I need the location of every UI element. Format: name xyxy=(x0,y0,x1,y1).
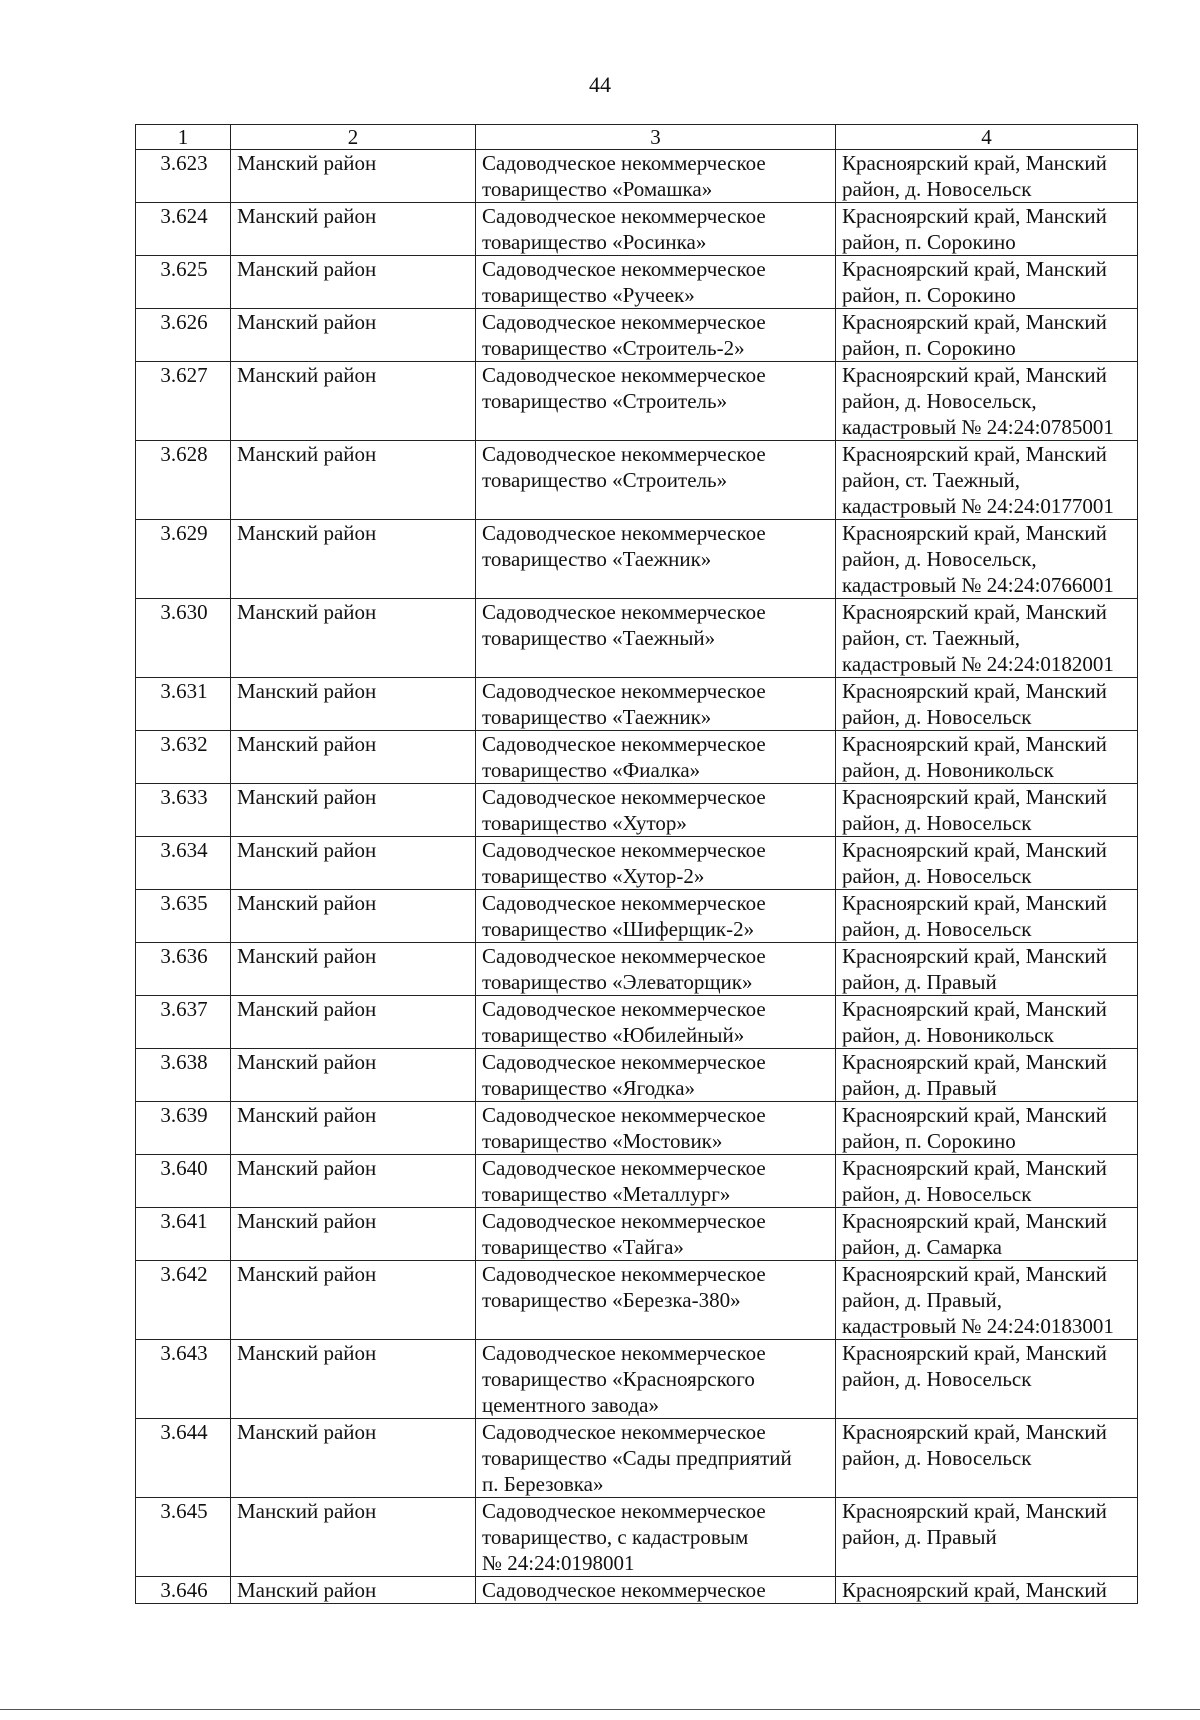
organization-name-cell xyxy=(476,1340,836,1419)
address-cell xyxy=(836,1208,1138,1261)
address-line: район, д. Новосельск xyxy=(842,917,1032,941)
table-row xyxy=(136,784,1138,837)
table-row xyxy=(136,1340,1138,1419)
organization-name-cell xyxy=(476,1155,836,1208)
organization-name-line: Садоводческое некоммерческое xyxy=(482,1578,766,1602)
address-line: Красноярский край, Манский xyxy=(842,944,1107,968)
organization-name-line: Садоводческое некоммерческое xyxy=(482,679,766,703)
row-number: 3.639 xyxy=(136,1102,231,1155)
district-cell: Манский район xyxy=(231,784,476,837)
organization-name-line: товарищество «Строитель» xyxy=(482,468,728,492)
address-line: район, д. Новосельск xyxy=(842,1367,1032,1391)
organization-name-line: товарищество, с кадастровым xyxy=(482,1525,749,1549)
address-line: район, д. Новосельск xyxy=(842,177,1032,201)
header-row xyxy=(136,125,1138,150)
organization-name-cell xyxy=(476,1102,836,1155)
address-line: район, п. Сорокино xyxy=(842,283,1016,307)
bottom-divider xyxy=(0,1709,1200,1710)
address-line: Красноярский край, Манский xyxy=(842,521,1107,545)
table-row xyxy=(136,256,1138,309)
organization-name-line: товарищество «Таежник» xyxy=(482,705,712,729)
row-number: 3.631 xyxy=(136,678,231,731)
organization-name-line: Садоводческое некоммерческое xyxy=(482,785,766,809)
table-body xyxy=(136,150,1138,1604)
organization-name-line: Садоводческое некоммерческое xyxy=(482,1341,766,1365)
row-number: 3.643 xyxy=(136,1340,231,1419)
column-header-3: 3 xyxy=(476,125,836,150)
address-cell xyxy=(836,203,1138,256)
organization-name-line: Садоводческое некоммерческое xyxy=(482,151,766,175)
table-row xyxy=(136,1498,1138,1577)
address-line: Красноярский край, Манский xyxy=(842,1420,1107,1444)
table-row xyxy=(136,441,1138,520)
table-row xyxy=(136,1208,1138,1261)
district-cell: Манский район xyxy=(231,996,476,1049)
address-cell xyxy=(836,1049,1138,1102)
address-line: Красноярский край, Манский xyxy=(842,1341,1107,1365)
organization-name-line: товарищество «Тайга» xyxy=(482,1235,684,1259)
address-line: Красноярский край, Манский xyxy=(842,1209,1107,1233)
address-cell xyxy=(836,520,1138,599)
organization-name-cell xyxy=(476,678,836,731)
organization-name-line: Садоводческое некоммерческое xyxy=(482,891,766,915)
district-cell: Манский район xyxy=(231,731,476,784)
table-row xyxy=(136,1049,1138,1102)
address-cell xyxy=(836,150,1138,203)
row-number: 3.630 xyxy=(136,599,231,678)
district-cell: Манский район xyxy=(231,599,476,678)
column-header-2: 2 xyxy=(231,125,476,150)
address-cell xyxy=(836,1419,1138,1498)
table-row xyxy=(136,203,1138,256)
row-number: 3.628 xyxy=(136,441,231,520)
district-cell: Манский район xyxy=(231,441,476,520)
organization-name-line: товарищество «Хутор-2» xyxy=(482,864,705,888)
table-row xyxy=(136,1102,1138,1155)
organization-name-cell xyxy=(476,943,836,996)
address-cell xyxy=(836,890,1138,943)
organization-name-line: № 24:24:0198001 xyxy=(482,1551,635,1575)
organization-name-line: Садоводческое некоммерческое xyxy=(482,1050,766,1074)
address-line: район, п. Сорокино xyxy=(842,1129,1016,1153)
address-line: район, д. Новоникольск xyxy=(842,758,1054,782)
table-row xyxy=(136,1261,1138,1340)
address-cell xyxy=(836,943,1138,996)
organization-name-line: п. Березовка» xyxy=(482,1472,604,1496)
organization-name-cell xyxy=(476,309,836,362)
address-line: Красноярский край, Манский xyxy=(842,732,1107,756)
district-cell: Манский район xyxy=(231,1498,476,1577)
row-number: 3.646 xyxy=(136,1577,231,1604)
address-cell xyxy=(836,996,1138,1049)
organization-name-line: товарищество «Красноярского xyxy=(482,1367,755,1391)
organization-name-cell xyxy=(476,1419,836,1498)
address-line: район, д. Новосельск xyxy=(842,1182,1032,1206)
organization-name-cell xyxy=(476,890,836,943)
address-line: район, д. Новосельск, xyxy=(842,547,1037,571)
address-cell xyxy=(836,599,1138,678)
address-line: район, п. Сорокино xyxy=(842,336,1016,360)
address-line: кадастровый № 24:24:0182001 xyxy=(842,652,1114,676)
table-row xyxy=(136,362,1138,441)
district-cell: Манский район xyxy=(231,1340,476,1419)
organization-name-line: товарищество «Строитель-2» xyxy=(482,336,745,360)
organization-name-cell xyxy=(476,784,836,837)
organization-name-line: товарищество «Ромашка» xyxy=(482,177,713,201)
organization-name-line: товарищество «Березка-380» xyxy=(482,1288,741,1312)
organization-name-line: Садоводческое некоммерческое xyxy=(482,1420,766,1444)
address-line: Красноярский край, Манский xyxy=(842,600,1107,624)
row-number: 3.635 xyxy=(136,890,231,943)
district-cell: Манский район xyxy=(231,203,476,256)
address-line: район, д. Правый xyxy=(842,1076,997,1100)
organization-name-cell xyxy=(476,362,836,441)
address-line: Красноярский край, Манский xyxy=(842,1578,1107,1602)
table-row xyxy=(136,678,1138,731)
address-cell xyxy=(836,309,1138,362)
organization-name-line: товарищество «Ягодка» xyxy=(482,1076,696,1100)
district-cell: Манский район xyxy=(231,150,476,203)
address-line: Красноярский край, Манский xyxy=(842,151,1107,175)
table-row xyxy=(136,520,1138,599)
organization-name-line: Садоводческое некоммерческое xyxy=(482,1262,766,1286)
address-line: Красноярский край, Манский xyxy=(842,1050,1107,1074)
address-line: район, д. Правый, xyxy=(842,1288,1002,1312)
table-row xyxy=(136,943,1138,996)
address-line: кадастровый № 24:24:0785001 xyxy=(842,415,1114,439)
row-number: 3.644 xyxy=(136,1419,231,1498)
district-cell: Манский район xyxy=(231,943,476,996)
organization-name-line: Садоводческое некоммерческое xyxy=(482,600,766,624)
register-table xyxy=(135,124,1138,1604)
address-cell xyxy=(836,678,1138,731)
row-number: 3.634 xyxy=(136,837,231,890)
row-number: 3.633 xyxy=(136,784,231,837)
district-cell: Манский район xyxy=(231,837,476,890)
organization-name-cell xyxy=(476,256,836,309)
address-line: Красноярский край, Манский xyxy=(842,838,1107,862)
organization-name-line: Садоводческое некоммерческое xyxy=(482,1209,766,1233)
organization-name-line: товарищество «Юбилейный» xyxy=(482,1023,745,1047)
row-number: 3.640 xyxy=(136,1155,231,1208)
district-cell: Манский район xyxy=(231,1102,476,1155)
address-line: район, п. Сорокино xyxy=(842,230,1016,254)
organization-name-line: Садоводческое некоммерческое xyxy=(482,521,766,545)
address-line: район, ст. Таежный, xyxy=(842,626,1021,650)
address-cell xyxy=(836,1340,1138,1419)
address-line: кадастровый № 24:24:0766001 xyxy=(842,573,1114,597)
address-line: кадастровый № 24:24:0177001 xyxy=(842,494,1114,518)
table-row xyxy=(136,1155,1138,1208)
organization-name-line: Садоводческое некоммерческое xyxy=(482,204,766,228)
row-number: 3.642 xyxy=(136,1261,231,1340)
address-line: район, ст. Таежный, xyxy=(842,468,1021,492)
organization-name-cell xyxy=(476,1498,836,1577)
organization-name-cell xyxy=(476,1577,836,1604)
organization-name-cell xyxy=(476,837,836,890)
organization-name-line: Садоводческое некоммерческое xyxy=(482,257,766,281)
organization-name-cell xyxy=(476,1261,836,1340)
address-line: район, д. Новосельск xyxy=(842,1446,1032,1470)
row-number: 3.625 xyxy=(136,256,231,309)
address-line: Красноярский край, Манский xyxy=(842,1262,1107,1286)
address-cell xyxy=(836,837,1138,890)
organization-name-cell xyxy=(476,441,836,520)
table-row xyxy=(136,599,1138,678)
address-cell xyxy=(836,731,1138,784)
row-number: 3.624 xyxy=(136,203,231,256)
organization-name-line: Садоводческое некоммерческое xyxy=(482,1156,766,1180)
organization-name-cell xyxy=(476,1049,836,1102)
organization-name-line: товарищество «Ручеек» xyxy=(482,283,695,307)
organization-name-line: товарищество «Сады предприятий xyxy=(482,1446,792,1470)
address-line: Красноярский край, Манский xyxy=(842,785,1107,809)
organization-name-line: товарищество «Мостовик» xyxy=(482,1129,723,1153)
organization-name-line: товарищество «Росинка» xyxy=(482,230,707,254)
organization-name-line: Садоводческое некоммерческое xyxy=(482,363,766,387)
organization-name-line: Садоводческое некоммерческое xyxy=(482,310,766,334)
address-cell xyxy=(836,1261,1138,1340)
table-row xyxy=(136,1419,1138,1498)
table-row xyxy=(136,996,1138,1049)
address-line: кадастровый № 24:24:0183001 xyxy=(842,1314,1114,1338)
address-cell xyxy=(836,362,1138,441)
row-number: 3.636 xyxy=(136,943,231,996)
address-line: район, д. Новосельск xyxy=(842,811,1032,835)
address-cell xyxy=(836,256,1138,309)
address-line: район, д. Правый xyxy=(842,970,997,994)
table-row xyxy=(136,1577,1138,1604)
address-line: Красноярский край, Манский xyxy=(842,310,1107,334)
row-number: 3.629 xyxy=(136,520,231,599)
address-line: район, д. Новоникольск xyxy=(842,1023,1054,1047)
table-row xyxy=(136,150,1138,203)
district-cell: Манский район xyxy=(231,678,476,731)
address-line: Красноярский край, Манский xyxy=(842,1499,1107,1523)
table-row xyxy=(136,309,1138,362)
district-cell: Манский район xyxy=(231,520,476,599)
organization-name-line: Садоводческое некоммерческое xyxy=(482,732,766,756)
organization-name-line: товарищество «Таежный» xyxy=(482,626,716,650)
row-number: 3.632 xyxy=(136,731,231,784)
table-row xyxy=(136,731,1138,784)
address-line: район, д. Новосельск xyxy=(842,864,1032,888)
address-cell xyxy=(836,1498,1138,1577)
address-line: Красноярский край, Манский xyxy=(842,257,1107,281)
organization-name-cell xyxy=(476,1208,836,1261)
organization-name-line: Садоводческое некоммерческое xyxy=(482,838,766,862)
organization-name-line: товарищество «Шиферщик-2» xyxy=(482,917,755,941)
row-number: 3.637 xyxy=(136,996,231,1049)
district-cell: Манский район xyxy=(231,1208,476,1261)
address-line: Красноярский край, Манский xyxy=(842,1103,1107,1127)
address-line: район, д. Самарка xyxy=(842,1235,1002,1259)
district-cell: Манский район xyxy=(231,1049,476,1102)
row-number: 3.627 xyxy=(136,362,231,441)
row-number: 3.641 xyxy=(136,1208,231,1261)
organization-name-line: товарищество «Таежник» xyxy=(482,547,712,571)
address-cell xyxy=(836,1577,1138,1604)
district-cell: Манский район xyxy=(231,1155,476,1208)
address-line: Красноярский край, Манский xyxy=(842,442,1107,466)
organization-name-line: товарищество «Элеваторщик» xyxy=(482,970,753,994)
address-line: район, д. Новосельск, xyxy=(842,389,1037,413)
address-cell xyxy=(836,784,1138,837)
row-number: 3.645 xyxy=(136,1498,231,1577)
organization-name-line: Садоводческое некоммерческое xyxy=(482,944,766,968)
address-line: Красноярский край, Манский xyxy=(842,204,1107,228)
district-cell: Манский район xyxy=(231,890,476,943)
organization-name-line: товарищество «Хутор» xyxy=(482,811,687,835)
organization-name-cell xyxy=(476,203,836,256)
address-line: Красноярский край, Манский xyxy=(842,997,1107,1021)
organization-name-line: товарищество «Фиалка» xyxy=(482,758,701,782)
district-cell: Манский район xyxy=(231,1419,476,1498)
row-number: 3.638 xyxy=(136,1049,231,1102)
organization-name-line: товарищество «Металлург» xyxy=(482,1182,731,1206)
row-number: 3.626 xyxy=(136,309,231,362)
organization-name-cell xyxy=(476,731,836,784)
address-line: Красноярский край, Манский xyxy=(842,363,1107,387)
address-cell xyxy=(836,441,1138,520)
address-line: Красноярский край, Манский xyxy=(842,891,1107,915)
district-cell: Манский район xyxy=(231,362,476,441)
address-line: район, д. Новосельск xyxy=(842,705,1032,729)
organization-name-line: товарищество «Строитель» xyxy=(482,389,728,413)
address-cell xyxy=(836,1155,1138,1208)
column-header-1: 1 xyxy=(136,125,231,150)
district-cell: Манский район xyxy=(231,256,476,309)
organization-name-cell xyxy=(476,996,836,1049)
row-number: 3.623 xyxy=(136,150,231,203)
organization-name-line: Садоводческое некоммерческое xyxy=(482,442,766,466)
address-line: Красноярский край, Манский xyxy=(842,679,1107,703)
organization-name-line: Садоводческое некоммерческое xyxy=(482,997,766,1021)
table-row xyxy=(136,837,1138,890)
district-cell: Манский район xyxy=(231,1261,476,1340)
table-row xyxy=(136,890,1138,943)
address-line: район, д. Правый xyxy=(842,1525,997,1549)
organization-name-line: цементного завода» xyxy=(482,1393,659,1417)
organization-name-cell xyxy=(476,599,836,678)
district-cell: Манский район xyxy=(231,1577,476,1604)
district-cell: Манский район xyxy=(231,309,476,362)
page-number: 44 xyxy=(589,72,611,97)
organization-name-cell xyxy=(476,150,836,203)
organization-name-line: Садоводческое некоммерческое xyxy=(482,1499,766,1523)
organization-name-line: Садоводческое некоммерческое xyxy=(482,1103,766,1127)
address-line: Красноярский край, Манский xyxy=(842,1156,1107,1180)
organization-name-cell xyxy=(476,520,836,599)
address-cell xyxy=(836,1102,1138,1155)
column-header-4: 4 xyxy=(836,125,1138,150)
